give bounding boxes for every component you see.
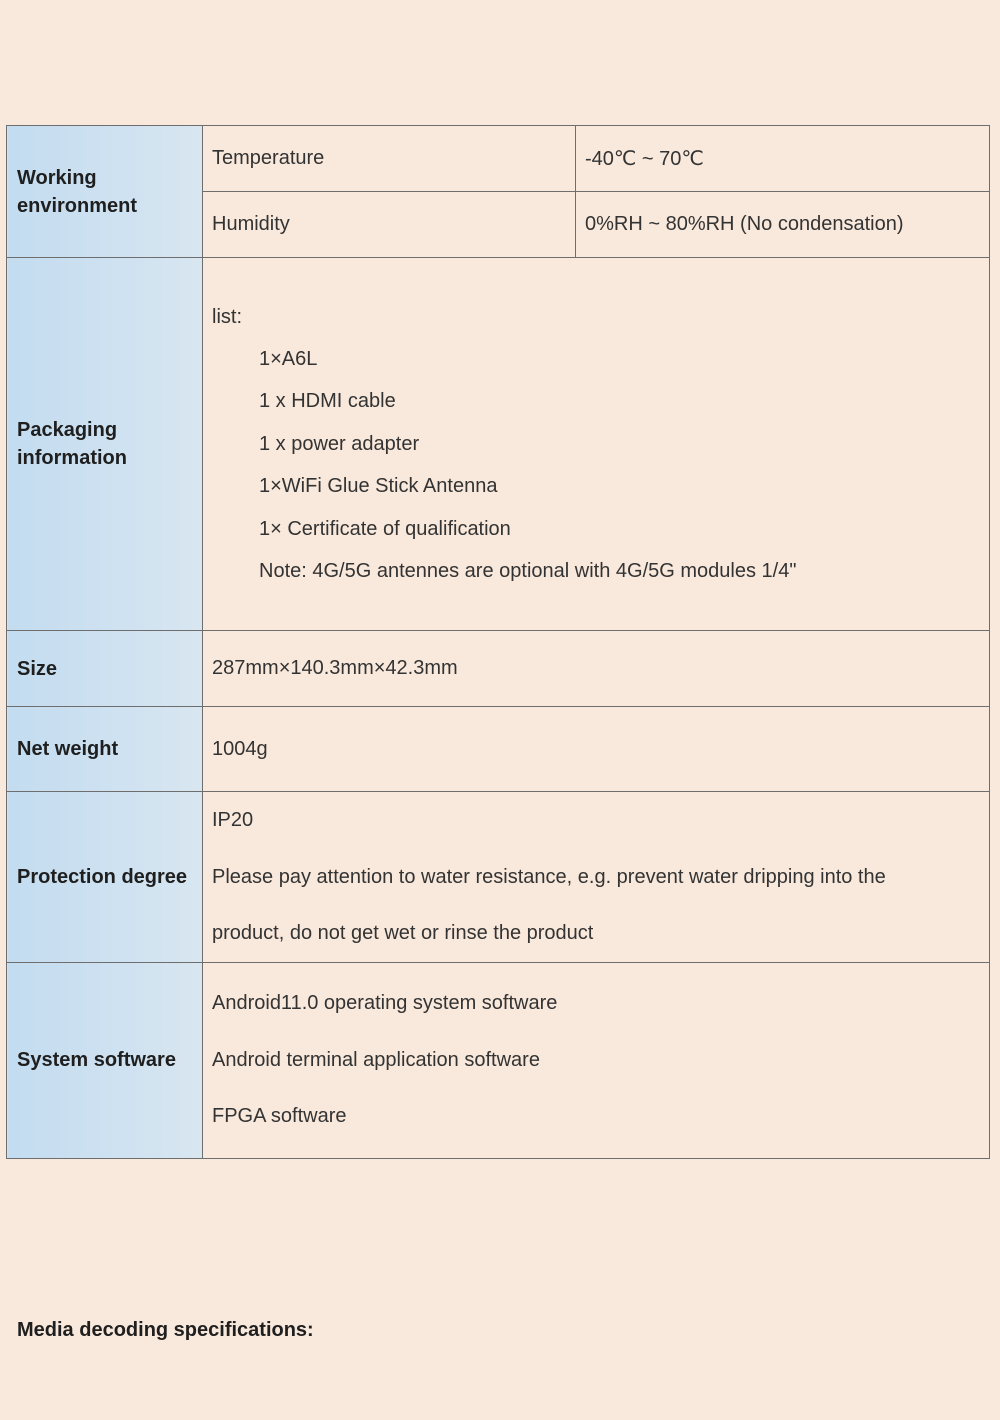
row-temperature (7, 126, 990, 192)
humidity-label: Humidity (203, 192, 576, 258)
label-net-weight: Net weight (7, 707, 203, 792)
label-system-software: System software (7, 962, 203, 1158)
label-working-environment: Working environment (7, 126, 203, 258)
protection-note-line: Please pay attention to water resistance, e.g. prevent water dripping into the (212, 865, 886, 888)
size-value: 287mm×140.3mm×42.3mm (203, 631, 990, 707)
net-weight-value: 1004g (203, 707, 990, 792)
row-system-software (7, 962, 990, 1158)
label-size: Size (7, 631, 203, 707)
software-item: Android terminal application software (212, 1048, 540, 1071)
software-item: FPGA software (212, 1105, 347, 1128)
protection-rating: IP20 (212, 809, 254, 831)
list-item: 1 x power adapter (259, 432, 420, 455)
packaging-list (212, 296, 989, 593)
row-size (7, 631, 990, 707)
protection-note-line: product, do not get wet or rinse the product (212, 922, 594, 944)
row-net-weight (7, 707, 990, 792)
system-software-value (203, 962, 990, 1158)
protection-value (203, 792, 990, 963)
temperature-value: -40℃ ~ 70℃ (576, 126, 990, 192)
row-packaging (7, 258, 990, 631)
row-protection-degree (7, 792, 990, 963)
packaging-list-heading: list: (212, 305, 242, 328)
packaging-value (203, 258, 990, 631)
humidity-value: 0%RH ~ 80%RH (No condensation) (576, 192, 990, 258)
list-item: 1×A6L (259, 347, 318, 370)
packaging-note: Note: 4G/5G antennes are optional with 4G/5G modules 1/4" (259, 560, 797, 583)
spec-table (6, 125, 990, 1159)
list-item: 1× Certificate of qualification (259, 517, 511, 540)
temperature-label: Temperature (203, 126, 576, 192)
media-decoding-heading: Media decoding specifications: (17, 1319, 314, 1341)
list-item: 1×WiFi Glue Stick Antenna (259, 475, 498, 498)
protection-lines (212, 792, 989, 962)
label-protection-degree: Protection degree (7, 792, 203, 963)
list-item: 1 x HDMI cable (259, 390, 396, 413)
software-item: Android11.0 operating system software (212, 992, 558, 1015)
system-software-lines (212, 975, 989, 1145)
label-packaging-information: Packaging information (7, 258, 203, 631)
